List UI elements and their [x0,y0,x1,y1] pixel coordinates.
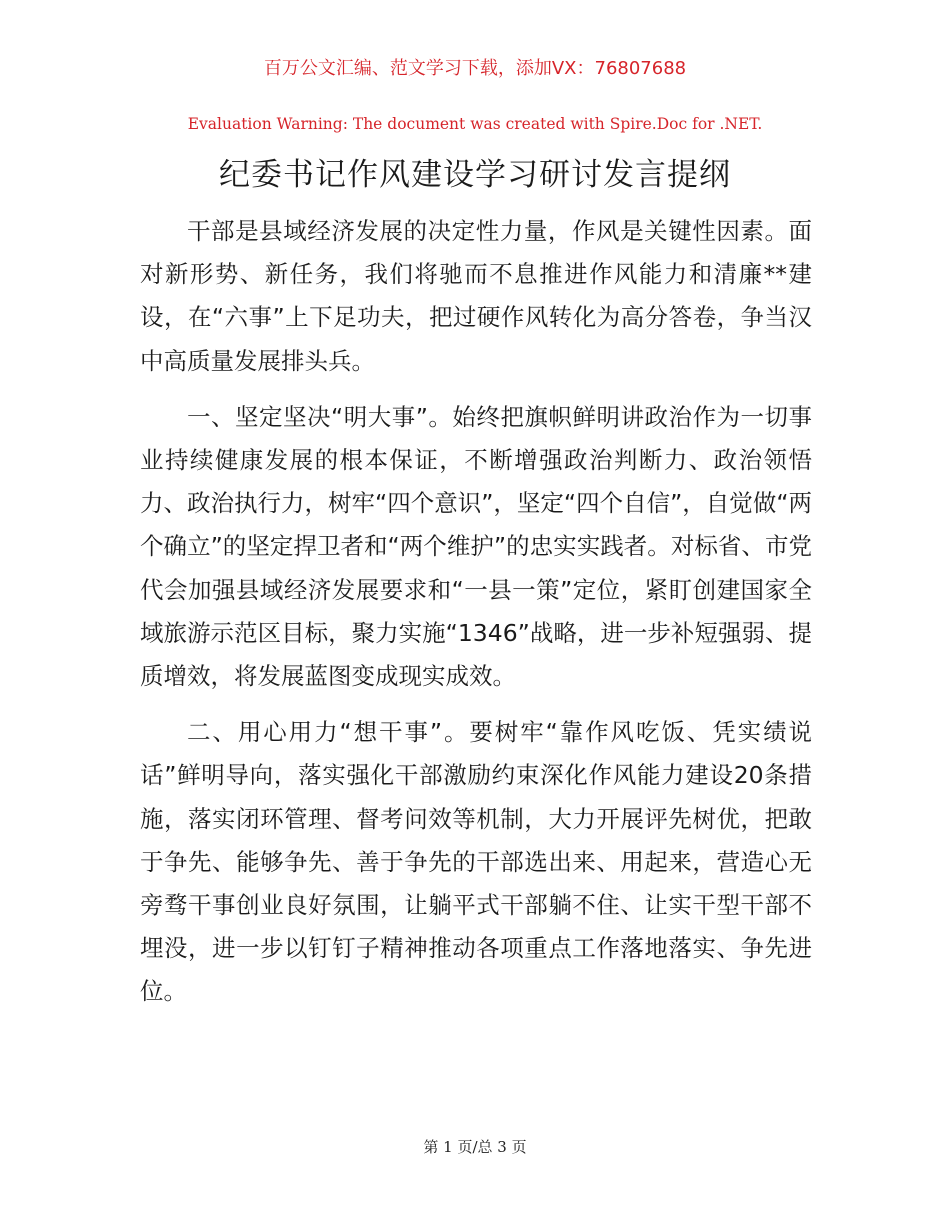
section-one-paragraph: 一、坚定坚决“明大事”。始终把旗帜鲜明讲政治作为一切事业持续健康发展的根本保证，不断增强政治判断力、政治领悟力、政治执行力，树牢“四个意识”，坚定“四个自信”，自觉做“两个确立”的坚定捍卫者和“两个维护”的忠实实践者。对标省、市党代会加强县域经济发展要求和“一县一策”定位，紧盯创建国家全域旅游示范区目标，聚力实施“1346”战略，进一步补短强弱、提质增效，将发展蓝图变成现实成效。 [140,402,812,691]
evaluation-warning: Evaluation Warning: The document was created with Spire.Doc for .NET. [187,115,763,133]
document-title: 纪委书记作风建设学习研讨发言提纲 [219,157,731,193]
page-number-footer: 第 1 页/总 3 页 [423,1138,527,1156]
header-banner: 百万公文汇编、范文学习下载，添加VX：76807688 [263,58,687,79]
intro-paragraph: 干部是县域经济发展的决定性力量，作风是关键性因素。面对新形势、新任务，我们将驰而不息推进作风能力和清廉**建设，在“六事”上下足功夫，把过硬作风转化为高分答卷，争当汉中高质量发展排头兵。 [140,217,812,375]
document-body [140,210,812,1027]
section-two-paragraph: 二、用心用力“想干事”。要树牢“靠作风吃饭、凭实绩说话”鲜明导向，落实强化干部激励约束深化作风能力建设20条措施，落实闭环管理、督考问效等机制，大力开展评先树优，把敢于争先、能够争先、善于争先的干部选出来、用起来，营造心无旁骛干事创业良好氛围，让躺平式干部躺不住、让实干型干部不埋没，进一步以钉钉子精神推动各项重点工作落地落实、争先进位。 [140,718,812,1006]
